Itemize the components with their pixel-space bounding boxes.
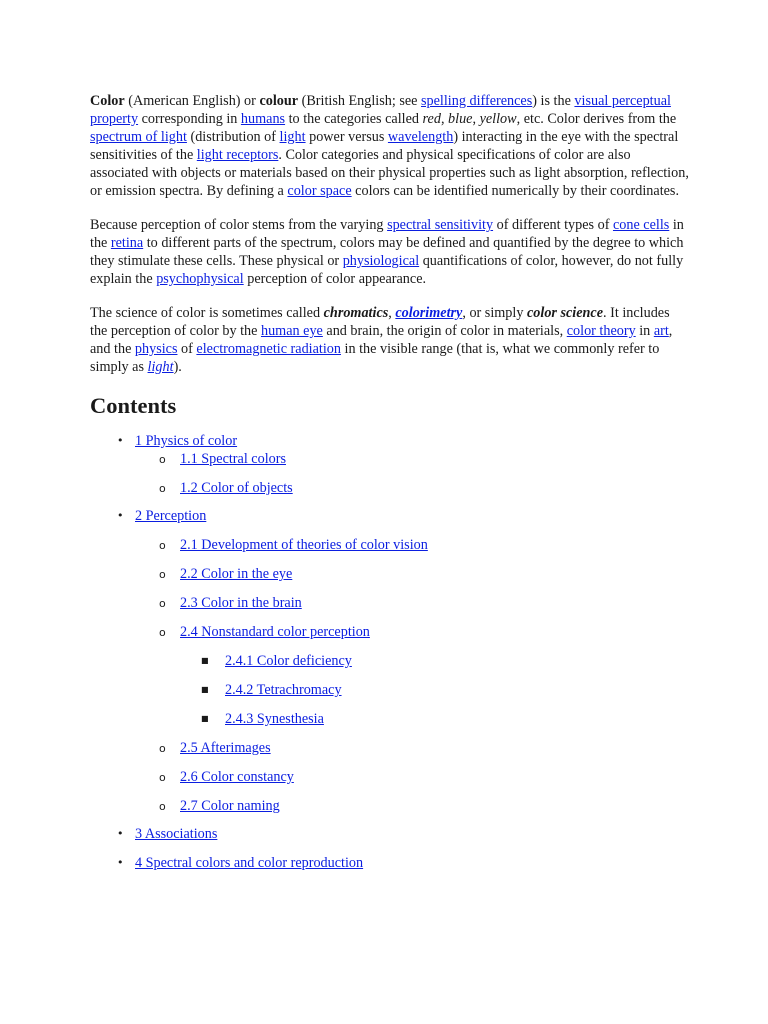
intro-paragraph-3 [90,304,690,376]
link-light-receptors[interactable]: light receptors [196,147,279,163]
text-run: colors can be identified numerically by their coordinates. [351,183,680,199]
toc-link[interactable]: 2.5 Afterimages [180,740,271,756]
text-run: (British English; see [298,93,422,109]
link-spectral-sensitivity[interactable]: spectral sensitivity [387,217,494,233]
link-visual-perceptual[interactable]: visual perceptual [574,93,671,109]
link-physiological[interactable]: physiological [342,253,420,269]
intro-paragraph-1 [90,92,690,200]
toc-item-2-4 [135,623,690,728]
text-run: . It includes the perception of color by the [90,305,670,339]
link-cone-cells[interactable]: cone cells [612,217,670,233]
toc-link[interactable]: 2.4 Nonstandard color perception [180,624,370,640]
link-colorimetry[interactable] [395,305,462,321]
link-light-italic[interactable] [148,359,174,375]
toc-link[interactable]: 1.2 Color of objects [180,480,293,496]
table-of-contents [90,432,690,872]
bullet-square-icon: ■ [201,656,209,665]
text-run: , [388,305,396,321]
link-property[interactable]: property [90,111,139,127]
toc-item-2-7 [135,797,690,815]
text-run: The science of color is sometimes called [90,305,324,321]
term-chromatics: chromatics [323,305,389,321]
text-run: to different parts of the spectrum, colors may be defined and quantified by the degree to which they stimulate these cells. These physical or [90,235,684,269]
toc-item-2-1 [135,536,690,554]
bullet-circle-icon: o [159,597,166,610]
toc-link[interactable]: 2.4.1 Color deficiency [225,653,352,669]
link-psychophysical[interactable]: psychophysical [156,271,244,287]
bullet-circle-icon: o [159,539,166,552]
toc-link[interactable]: 2.6 Color constancy [180,769,294,785]
toc-sublist [135,536,690,815]
bullet-disc-icon: • [117,509,124,522]
link-humans[interactable]: humans [240,111,286,127]
text-run: corresponding in [138,111,241,127]
text-run: to the categories called [285,111,423,127]
bullet-disc-icon: • [117,827,124,840]
link-physics[interactable]: physics [134,341,178,357]
text-run: power versus [305,129,388,145]
toc-item-2-2 [135,565,690,583]
toc-sublist [135,450,690,497]
bullet-circle-icon: o [159,742,166,755]
bullet-circle-icon: o [159,482,166,495]
toc-sublist [180,652,690,728]
toc-link[interactable]: 2.4.3 Synesthesia [225,711,324,727]
bullet-circle-icon: o [159,800,166,813]
link-wavelength[interactable]: wavelength [387,129,454,145]
text-run: , etc. Color derives from the [516,111,677,127]
link-color-space[interactable]: color space [287,183,352,199]
italic-blue: blue [448,111,473,127]
link-light[interactable]: light [279,129,306,145]
toc-item-1-2 [135,479,690,497]
term-color: Color [90,93,125,109]
text-run: Because perception of color stems from the varying [90,217,388,233]
link-spectrum-of-light[interactable]: spectrum of light [90,129,187,145]
link-electromagnetic-radiation[interactable]: electromagnetic radiation [196,341,341,357]
bullet-disc-icon: • [117,434,124,447]
italic-yellow: yellow [479,111,517,127]
text-run: ) is the [532,93,575,109]
text-run: in the visible range (that is, what we commonly refer to simply as [90,341,660,375]
text-run: ) interacting in the eye with the spectral sensitivities of the [90,129,679,163]
toc-link[interactable]: 2.2 Color in the eye [180,566,293,582]
toc-link[interactable]: 1 Physics of color [135,433,238,449]
bullet-square-icon: ■ [201,714,209,723]
link-color-theory[interactable]: color theory [566,323,636,339]
text-run: of different types of [493,217,613,233]
toc-item-1 [90,432,690,497]
text-run: perception of color appearance. [243,271,427,287]
toc-item-2-6 [135,768,690,786]
link-art[interactable]: art [653,323,669,339]
toc-link[interactable]: 2.7 Color naming [180,798,280,814]
text-run: , or simply [462,305,527,321]
text-run: ). [173,359,182,375]
link-spelling-differences[interactable]: spelling differences [421,93,533,109]
link-human-eye[interactable]: human eye [260,323,323,339]
toc-link[interactable]: 2 Perception [135,508,207,524]
toc-item-3 [90,825,690,843]
text-run: and brain, the origin of color in materials, [322,323,567,339]
text-run: quantifications of color, however, do not fully explain the [90,253,684,287]
text-run: in [635,323,654,339]
toc-link[interactable]: 3 Associations [135,826,218,842]
bullet-circle-icon: o [159,771,166,784]
toc-link[interactable]: 2.3 Color in the brain [180,595,302,611]
toc-item-2-4-2 [180,681,690,699]
bullet-circle-icon: o [159,568,166,581]
text-run: (distribution of [186,129,280,145]
bullet-square-icon: ■ [201,685,209,694]
term-colour: colour [259,93,299,109]
toc-item-2 [90,507,690,815]
italic-red: red [422,111,441,127]
text-run: in the [90,217,684,251]
toc-link[interactable]: 4 Spectral colors and color reproduction [135,855,364,871]
italic-light: light [147,359,174,375]
toc-item-2-4-3 [180,710,690,728]
term-colorimetry: colorimetry [395,305,463,321]
toc-item-2-4-1 [180,652,690,670]
toc-link[interactable]: 2.1 Development of theories of color vision [180,537,428,553]
text-run: of [177,341,197,357]
toc-item-4 [90,854,690,872]
intro-paragraph-2 [90,216,690,288]
toc-item-2-5 [135,739,690,757]
bullet-circle-icon: o [159,626,166,639]
article-body [90,92,690,872]
toc-link[interactable]: 2.4.2 Tetrachromacy [225,682,342,698]
text-run: , [440,111,449,127]
text-run: , [472,111,480,127]
toc-item-1-1 [135,450,690,468]
link-retina[interactable]: retina [110,235,144,251]
bullet-circle-icon: o [159,453,166,466]
toc-item-2-3 [135,594,690,612]
toc-link[interactable]: 1.1 Spectral colors [180,451,286,467]
term-color-science: color science [526,305,604,321]
text-run: , and the [90,323,673,357]
text-run: . Color categories and physical specifications of color are also associated with objects or materials based on their physical properties such as light absorption, reflection, or emission spectra. By defining a [90,147,689,199]
toc-title: Contents [90,393,177,418]
text-run: (American English) or [124,93,260,109]
bullet-disc-icon: • [117,856,124,869]
